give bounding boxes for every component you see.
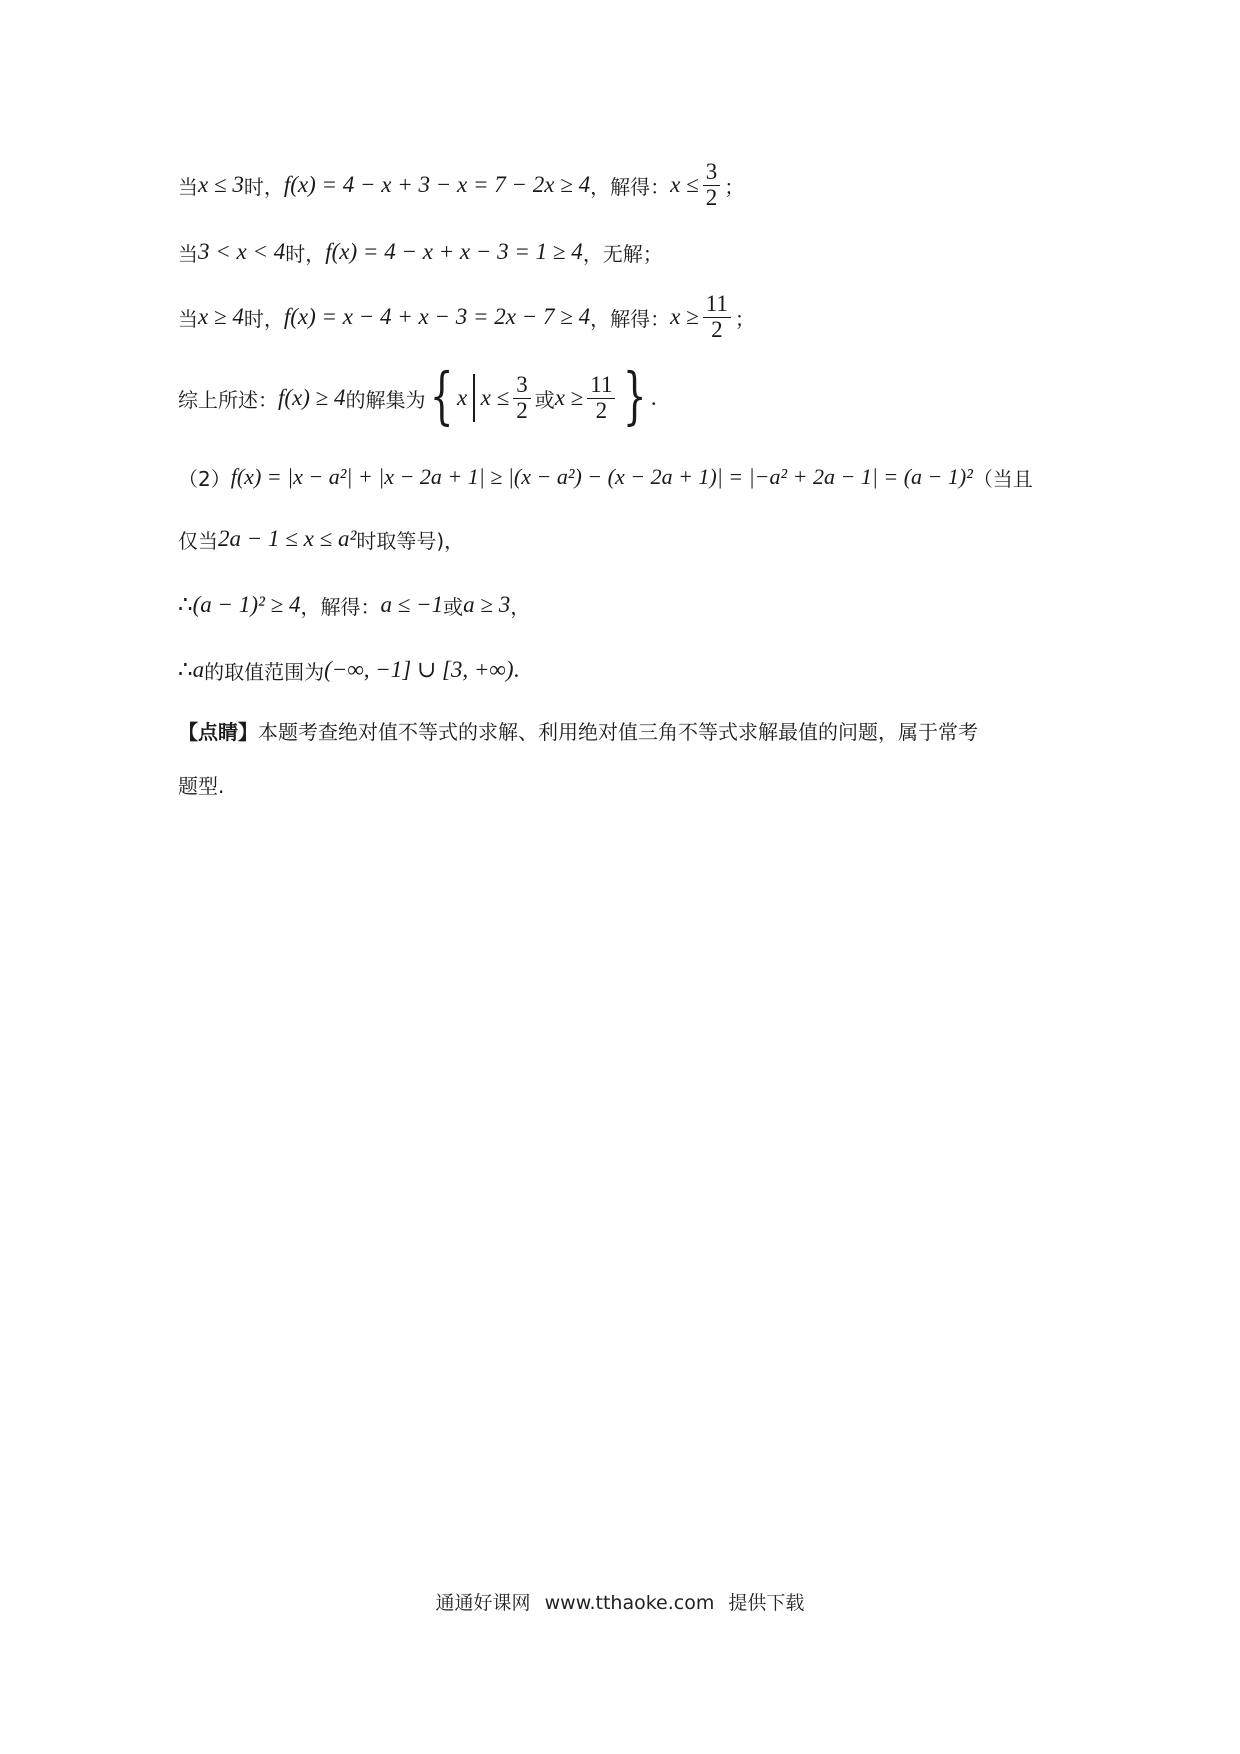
step1-end: ， <box>510 594 531 619</box>
case3-line <box>178 282 1078 352</box>
case2-expression: f(x) = 4 − x + x − 3 = 1 ≥ 4 <box>325 239 583 264</box>
case2-tail: ，无解； <box>582 241 663 266</box>
part2-expression: f(x) = |x − a²| + |x − 2a + 1| ≥ |(x − a²) − (x − 2a + 1)| = |−a² + 2a − 1| = (a − 1)² <box>230 464 973 489</box>
case3-fraction-numerator: 11 <box>703 292 731 317</box>
summary-mid: 的解集为 <box>345 387 426 412</box>
step2-end: . <box>513 657 520 682</box>
case1-prefix: 当 <box>178 174 198 199</box>
part2-line <box>178 452 1078 502</box>
case2-prefix: 当 <box>178 241 198 266</box>
case3-prefix: 当 <box>178 306 198 331</box>
comment-line-2 <box>178 764 1078 804</box>
summary-fraction-2-numerator: 11 <box>587 373 615 398</box>
case1-fraction <box>703 160 721 209</box>
step2-variable: a <box>192 657 205 682</box>
step1-line <box>178 582 1078 628</box>
summary-fraction-1 <box>513 373 531 422</box>
step1-result-1: a ≤ −1 <box>380 592 444 617</box>
case2-line <box>178 232 1078 272</box>
footer-provide: 提供下载 <box>728 1592 805 1614</box>
case3-expression: f(x) = x − 4 + x − 3 = 2x − 7 ≥ 4 <box>283 304 591 329</box>
case3-solve-label: ，解得： <box>590 306 671 331</box>
case3-fraction <box>703 292 731 341</box>
case2-when: 时， <box>285 241 326 266</box>
case3-condition: x ≥ 4 <box>198 304 244 329</box>
case1-when: 时， <box>243 174 284 199</box>
case2-condition: 3 < x < 4 <box>198 239 286 264</box>
step1-or: 或 <box>443 594 464 619</box>
case1-line <box>178 150 1078 220</box>
part2-note-end: 时取等号)， <box>356 528 465 553</box>
comment-text-1: 本题考查绝对值不等式的求解、利用绝对值三角不等式求解最值的问题，属于常考 <box>258 719 978 744</box>
case3-end: ； <box>734 306 755 331</box>
step2-line <box>178 648 1078 692</box>
summary-expression: f(x) ≥ 4 <box>278 385 346 410</box>
step1-expression: (a − 1)² ≥ 4 <box>192 592 301 617</box>
summary-set-variable: x <box>457 385 468 410</box>
page-footer <box>0 1588 1240 1615</box>
summary-fraction-2-denominator: 2 <box>595 397 608 423</box>
case3-fraction-denominator: 2 <box>711 316 723 342</box>
therefore-symbol-1: ∴ <box>178 592 193 617</box>
case3-when: 时， <box>243 306 284 331</box>
summary-fraction-2 <box>587 373 615 422</box>
summary-or: 或 <box>534 387 555 412</box>
step1-solve-label: ，解得： <box>300 594 381 619</box>
part2-note-expression: 2a − 1 ≤ x ≤ a² <box>218 526 357 551</box>
comment-line-1 <box>178 710 1078 750</box>
comment-tag: 【点睛】 <box>178 719 258 744</box>
part2-label: （2） <box>178 466 231 491</box>
step1-result-2: a ≥ 3 <box>463 592 511 617</box>
case1-end: ； <box>724 174 745 199</box>
case1-solve-label: ，解得： <box>590 174 671 199</box>
part2-note-prefix: 仅当 <box>178 528 218 553</box>
case3-result-lhs: x ≥ <box>670 304 699 329</box>
left-brace: { <box>429 359 454 432</box>
set-divider <box>473 374 474 422</box>
footer-url[interactable]: www.tthaoke.com <box>544 1592 715 1614</box>
step2-text: 的取值范围为 <box>204 659 325 684</box>
case1-fraction-numerator: 3 <box>703 160 721 185</box>
summary-end: . <box>650 385 657 410</box>
summary-line <box>178 359 1078 434</box>
part2-continuation-line <box>178 517 1078 561</box>
summary-lead: 综上所述： <box>178 387 278 412</box>
summary-condition-1: x ≤ <box>480 385 510 410</box>
comment-text-2: 题型. <box>178 773 225 798</box>
case1-condition: x ≤ 3 <box>198 172 244 197</box>
right-brace: } <box>623 359 648 432</box>
case1-fraction-denominator: 2 <box>705 184 718 210</box>
step2-range: (−∞, −1] ∪ [3, +∞) <box>324 657 514 682</box>
footer-site-name: 通通好课网 <box>435 1592 531 1614</box>
case1-expression: f(x) = 4 − x + 3 − x = 7 − 2x ≥ 4 <box>283 172 591 197</box>
summary-fraction-1-denominator: 2 <box>516 397 528 423</box>
case1-result-lhs: x ≤ <box>670 172 699 197</box>
summary-fraction-1-numerator: 3 <box>513 373 531 398</box>
summary-condition-2: x ≥ <box>554 385 584 410</box>
therefore-symbol-2: ∴ <box>178 657 193 682</box>
part2-note-start: （当且 <box>972 466 1033 491</box>
